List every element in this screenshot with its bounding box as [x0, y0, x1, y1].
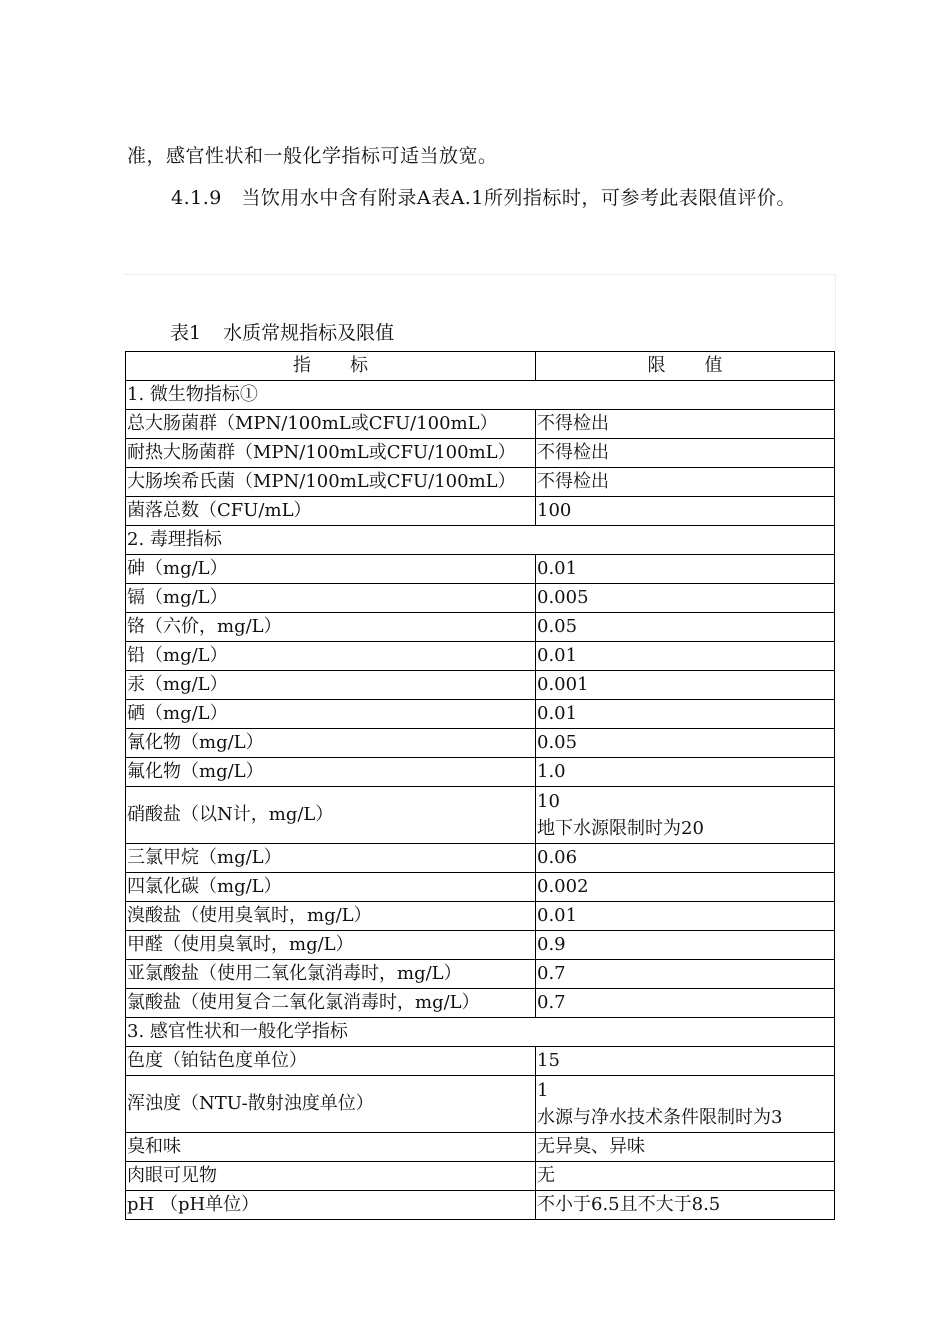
section-title: 2. 毒理指标	[126, 526, 835, 555]
limit-cell	[536, 1076, 835, 1133]
limit-cell: 无异臭、异味	[536, 1133, 835, 1162]
table-row	[126, 700, 835, 729]
indicator-cell: 肉眼可见物	[126, 1162, 536, 1191]
table-row	[126, 902, 835, 931]
indicator-cell: 铬（六价，mg/L）	[126, 613, 536, 642]
indicator-cell: 甲醛（使用臭氧时，mg/L）	[126, 931, 536, 960]
table-row	[126, 613, 835, 642]
limit-cell: 0.05	[536, 613, 835, 642]
table-row	[126, 758, 835, 787]
limit-note: 水源与净水技术条件限制时为3	[537, 1107, 783, 1128]
indicator-cell: 氟化物（mg/L）	[126, 758, 536, 787]
table-row	[126, 439, 835, 468]
table-row	[126, 873, 835, 902]
table-header-row	[126, 352, 835, 381]
limit-cell: 0.7	[536, 960, 835, 989]
indicator-cell: 汞（mg/L）	[126, 671, 536, 700]
table-section-row	[126, 526, 835, 555]
indicator-cell: 砷（mg/L）	[126, 555, 536, 584]
indicator-cell: 耐热大肠菌群（MPN/100mL或CFU/100mL）	[126, 439, 536, 468]
table-row	[126, 1133, 835, 1162]
limit-cell: 0.9	[536, 931, 835, 960]
section-title: 1. 微生物指标①	[126, 381, 835, 410]
table-row	[126, 410, 835, 439]
limit-cell: 15	[536, 1047, 835, 1076]
section-title: 3. 感官性状和一般化学指标	[126, 1018, 835, 1047]
limit-cell: 0.7	[536, 989, 835, 1018]
table-row	[126, 642, 835, 671]
body-paragraph: 准，感官性状和一般化学指标可适当放宽。	[127, 145, 498, 167]
table-row	[126, 555, 835, 584]
limit-value: 10	[537, 791, 560, 812]
limit-cell: 0.01	[536, 700, 835, 729]
header-limit: 限 值	[536, 352, 835, 381]
table-section-row	[126, 381, 835, 410]
indicator-cell: 三氯甲烷（mg/L）	[126, 844, 536, 873]
indicator-cell: 菌落总数（CFU/mL）	[126, 497, 536, 526]
limit-cell: 不小于6.5且不大于8.5	[536, 1191, 835, 1220]
limit-cell: 0.001	[536, 671, 835, 700]
limit-cell: 0.06	[536, 844, 835, 873]
limit-note: 地下水源限制时为20	[537, 818, 704, 839]
limit-cell: 100	[536, 497, 835, 526]
indicator-cell: 亚氯酸盐（使用二氧化氯消毒时，mg/L）	[126, 960, 536, 989]
indicator-cell: 大肠埃希氏菌（MPN/100mL或CFU/100mL）	[126, 468, 536, 497]
indicator-cell: 氰化物（mg/L）	[126, 729, 536, 758]
table-row	[126, 584, 835, 613]
indicator-cell: 色度（铂钴色度单位）	[126, 1047, 536, 1076]
table-row	[126, 497, 835, 526]
limit-cell: 0.01	[536, 555, 835, 584]
header-indicator: 指 标	[126, 352, 536, 381]
table-row	[126, 931, 835, 960]
table-row	[126, 671, 835, 700]
body-paragraph-4-1-9: 4.1.9 当饮用水中含有附录A表A.1所列指标时，可参考此表限值评价。	[171, 187, 796, 209]
table-row	[126, 989, 835, 1018]
limit-cell: 0.01	[536, 902, 835, 931]
table-row	[126, 960, 835, 989]
table-section-row	[126, 1018, 835, 1047]
table-row	[126, 1191, 835, 1220]
table-caption-number: 表1	[170, 322, 202, 344]
indicator-cell: 四氯化碳（mg/L）	[126, 873, 536, 902]
limit-cell: 0.05	[536, 729, 835, 758]
table-row	[126, 468, 835, 497]
indicator-cell: pH （pH单位）	[126, 1191, 536, 1220]
indicator-cell: 浑浊度（NTU-散射浊度单位）	[126, 1076, 536, 1133]
limit-cell: 0.005	[536, 584, 835, 613]
table-row	[126, 1162, 835, 1191]
limit-cell	[536, 787, 835, 844]
limit-cell: 不得检出	[536, 468, 835, 497]
indicator-cell: 镉（mg/L）	[126, 584, 536, 613]
limit-value: 1	[537, 1080, 549, 1101]
table-caption-title: 水质常规指标及限值	[223, 322, 395, 344]
table-body	[126, 381, 835, 1220]
table-row	[126, 844, 835, 873]
table-row	[126, 787, 835, 844]
table-row	[126, 729, 835, 758]
table-row	[126, 1047, 835, 1076]
table-caption	[170, 320, 394, 346]
table-row	[126, 1076, 835, 1133]
indicator-cell: 铅（mg/L）	[126, 642, 536, 671]
limit-cell: 0.01	[536, 642, 835, 671]
limit-cell: 0.002	[536, 873, 835, 902]
limit-cell: 无	[536, 1162, 835, 1191]
limit-cell: 1.0	[536, 758, 835, 787]
limit-cell: 不得检出	[536, 439, 835, 468]
indicator-cell: 硒（mg/L）	[126, 700, 536, 729]
indicator-cell: 硝酸盐（以N计，mg/L）	[126, 787, 536, 844]
water-quality-table	[125, 351, 835, 1220]
indicator-cell: 氯酸盐（使用复合二氧化氯消毒时，mg/L）	[126, 989, 536, 1018]
indicator-cell: 臭和味	[126, 1133, 536, 1162]
indicator-cell: 总大肠菌群（MPN/100mL或CFU/100mL）	[126, 410, 536, 439]
indicator-cell: 溴酸盐（使用臭氧时，mg/L）	[126, 902, 536, 931]
limit-cell: 不得检出	[536, 410, 835, 439]
